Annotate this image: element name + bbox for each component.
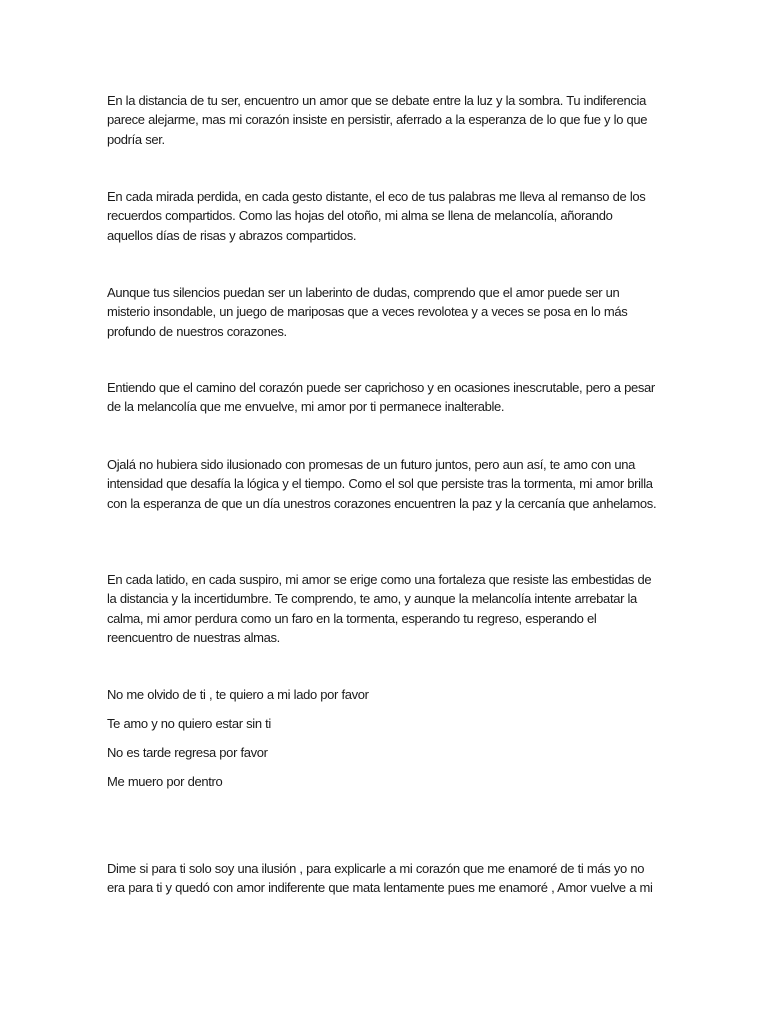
paragraph-5: Ojalá no hubiera sido ilusionado con promesas de un futuro juntos, pero aun así, te amo con una intensidad que desafía la lógica y el tiempo. Como el sol que persiste tras la tormenta, mi amor brilla con la esperanza de que un día unestros corazones encuentren la paz y la cercanía que anhelamos. [107,457,657,511]
short-line-3: No es tarde regresa por favor [107,745,268,760]
paragraph-3: Aunque tus silencios puedan ser un laberinto de dudas, comprendo que el amor puede ser un misterio insondable, un juego de mariposas que a veces revolotea y a veces se posa en lo más profundo de nuestros corazones. [107,285,628,339]
paragraph-1: En la distancia de tu ser, encuentro un amor que se debate entre la luz y la sombra. Tu indiferencia parece alejarme, mas mi corazón insiste en persistir, aferrado a la esperanza de lo que fue y lo que podría ser. [107,93,648,147]
paragraph-2: En cada mirada perdida, en cada gesto distante, el eco de tus palabras me lleva al remanso de los recuerdos compartidos. Como las hojas del otoño, mi alma se llena de melancolía, añorando aquellos días de risas y abrazos compartidos. [107,189,646,243]
short-line-4: Me muero por dentro [107,774,223,789]
paragraph-6: En cada latido, en cada suspiro, mi amor se erige como una fortaleza que resiste las embestidas de la distancia y la incertidumbre. Te comprendo, te amo, y aunque la melancolía intente arrebatar la calma, mi amor perdura como un faro en la tormenta, esperando tu regreso, esperando el reencuentro de nuestras almas. [107,572,652,645]
paragraph-4: Entiendo que el camino del corazón puede ser caprichoso y en ocasiones inescrutable, pero a pesar de la melancolía que me envuelve, mi amor por ti permanece inalterable. [107,380,655,415]
short-line-2: Te amo y no quiero estar sin ti [107,716,271,731]
short-line-1: No me olvido de ti , te quiero a mi lado por favor [107,687,369,702]
closing-paragraph: Dime si para ti solo soy una ilusión , para explicarle a mi corazón que me enamoré de ti más yo no era para ti y quedó con amor indiferente que mata lentamente pues me enamoré , Amor vuelve a mi [107,861,653,896]
